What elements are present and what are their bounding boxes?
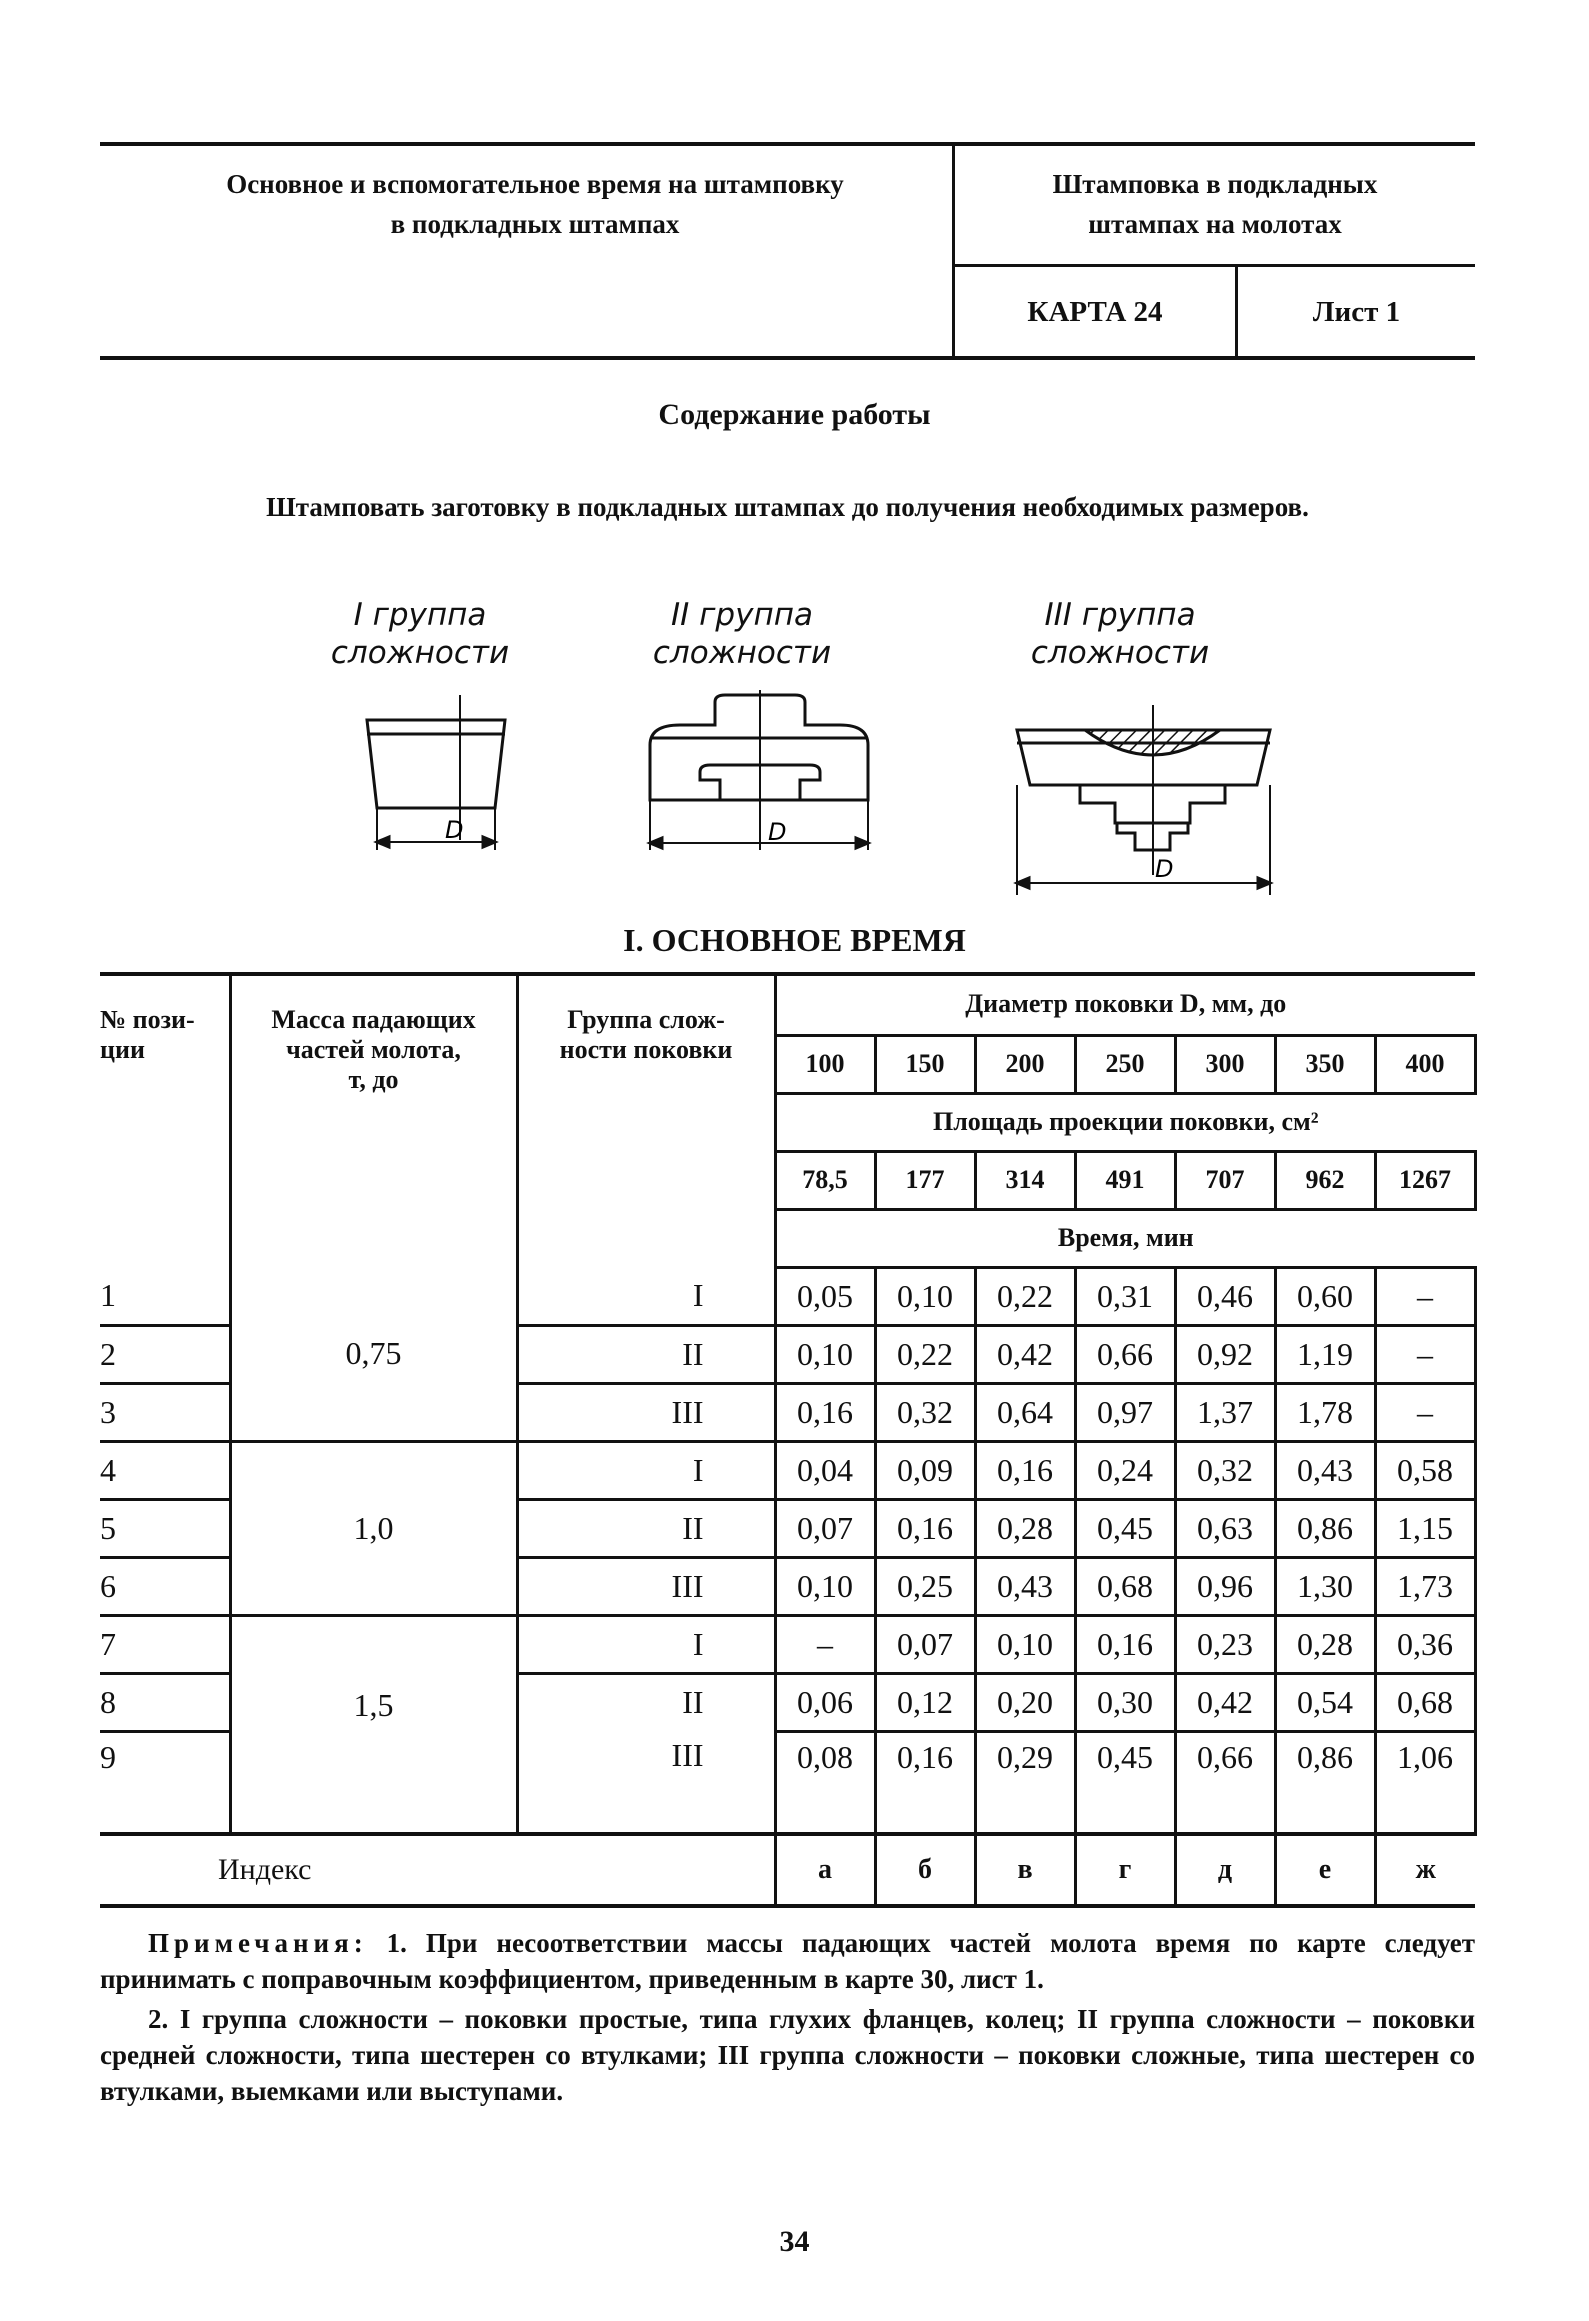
value-cell: 0,16 [975,1441,1075,1499]
work-text: Штамповать заготовку в подкладных штампах до получения необходимых размеров. [266,492,1309,522]
diameter-header: Диаметр поковки D, мм, до [775,975,1475,1035]
position-cell: 5 [100,1499,230,1557]
figure-group-3 [1005,705,1285,900]
value-cell: 0,31 [1075,1267,1175,1325]
value-cell: 0,96 [1175,1557,1275,1615]
position-cell: 9 [100,1731,230,1794]
header-right-hline [952,264,1475,267]
note-1 [100,1925,1475,1997]
value-cell: 0,16 [775,1383,875,1441]
value-cell: 1,06 [1375,1731,1475,1794]
value-cell: 0,32 [875,1383,975,1441]
value-cell: 1,15 [1375,1499,1475,1557]
group-cell: II [517,1673,775,1731]
table-row [100,1615,1475,1673]
value-cell: 0,16 [875,1499,975,1557]
figure-3-caption [1010,596,1230,672]
value-cell: 0,09 [875,1441,975,1499]
diameter-cell: 200 [975,1035,1075,1093]
value-cell: 0,20 [975,1673,1075,1731]
figure-2-caption-line2: сложности [652,635,832,671]
diameter-cell: 150 [875,1035,975,1093]
index-cell: ж [1415,1853,1436,1885]
value-cell: 1,78 [1275,1383,1375,1441]
value-cell: 0,12 [875,1673,975,1731]
value-cell: 0,22 [975,1267,1075,1325]
value-cell: 0,97 [1075,1383,1175,1441]
value-cell: 0,05 [775,1267,875,1325]
value-cell: 0,86 [1275,1731,1375,1794]
notes [100,1925,1475,2109]
figure-3-dim-label: D [1155,855,1174,883]
header-left-title [120,164,950,244]
section-title: I. ОСНОВНОЕ ВРЕМЯ [623,922,966,958]
value-cell: 0,43 [1275,1441,1375,1499]
area-cell: 1267 [1375,1151,1475,1209]
value-cell: 0,42 [975,1325,1075,1383]
card-number: КАРТА 24 [1027,296,1163,328]
value-cell: 0,16 [875,1731,975,1794]
value-cell: 0,22 [875,1325,975,1383]
figure-group-1 [355,690,515,870]
header-block [100,142,1475,360]
mass-cell: 1,0 [230,1441,517,1615]
notes-lead: Примечания: [148,1928,368,1958]
group-cell: I [517,1267,775,1325]
area-cell: 78,5 [775,1151,875,1209]
value-cell: 0,10 [875,1267,975,1325]
figure-1-dim-label: D [445,816,464,844]
area-cell: 314 [975,1151,1075,1209]
index-cell: а [775,1834,875,1906]
area-cell: 491 [1075,1151,1175,1209]
value-cell: 0,24 [1075,1441,1175,1499]
figure-3-caption-line1: III группа [1044,597,1196,633]
area-cell: 707 [1175,1151,1275,1209]
value-cell: 0,46 [1175,1267,1275,1325]
value-cell: 1,19 [1275,1325,1375,1383]
position-cell: 7 [100,1615,230,1673]
value-cell: – [775,1615,875,1673]
value-cell: 0,30 [1075,1673,1175,1731]
col-header-mass: Масса падающих частей молота, т, до [230,975,517,1267]
group-cell: II [517,1325,775,1383]
index-cell: е [1275,1834,1375,1906]
group-cell: III [517,1557,775,1615]
figure-2-caption-line1: II группа [671,597,813,633]
value-cell: 0,66 [1175,1731,1275,1794]
position-cell: 4 [100,1441,230,1499]
value-cell: 0,92 [1175,1325,1275,1383]
table-spacer-row [100,1794,1475,1834]
table-row [100,1267,1475,1325]
value-cell: 0,16 [1075,1615,1175,1673]
group-cell: I [517,1441,775,1499]
header-right-line1: Штамповка в подкладных [1052,169,1378,199]
work-title: Содержание работы [658,398,931,431]
value-cell: 0,29 [975,1731,1075,1794]
note-1-text: 1. При несоответствии массы падающих частей молота время по карте следует принимать с поправочным коэффициентом, приведенным в карте 30, лист 1. [100,1928,1475,1994]
position-cell: 8 [100,1673,230,1731]
value-cell: 1,37 [1175,1383,1275,1441]
figure-group-2 [640,690,890,870]
index-row [100,1834,1475,1906]
area-cell: 962 [1275,1151,1375,1209]
area-cell: 177 [875,1151,975,1209]
value-cell: 0,32 [1175,1441,1275,1499]
sheet-number: Лист 1 [1312,296,1401,328]
position-cell: 2 [100,1325,230,1383]
value-cell: 0,42 [1175,1673,1275,1731]
header-left-line2: в подкладных штампах [390,209,680,239]
area-header: Площадь проекции поковки, см² [775,1093,1475,1151]
value-cell: 0,66 [1075,1325,1175,1383]
index-cell: б [875,1834,975,1906]
index-cell: в [975,1834,1075,1906]
value-cell: 0,25 [875,1557,975,1615]
figure-1-caption-line1: I группа [353,597,487,633]
figure-3-caption-line2: сложности [1030,635,1210,671]
mass-cell: 0,75 [230,1267,517,1441]
value-cell: 0,07 [775,1499,875,1557]
diameter-cell: 300 [1175,1035,1275,1093]
value-cell: 0,63 [1175,1499,1275,1557]
value-cell: 0,07 [875,1615,975,1673]
header-right-line2: штампах на молотах [1088,209,1342,239]
value-cell: – [1375,1267,1475,1325]
value-cell: 0,10 [975,1615,1075,1673]
index-cell: д [1175,1834,1275,1906]
value-cell: 0,28 [1275,1615,1375,1673]
header-left-line1: Основное и вспомогательное время на штамповку [226,169,844,199]
value-cell: 0,86 [1275,1499,1375,1557]
value-cell: 0,06 [775,1673,875,1731]
group-cell: II [517,1499,775,1557]
index-cell: г [1075,1834,1175,1906]
value-cell: 0,64 [975,1383,1075,1441]
value-cell: 0,58 [1375,1441,1475,1499]
figure-1-caption [320,596,520,672]
index-label: Индекс [100,1834,775,1906]
note-2: 2. I группа сложности – поковки простые, типа глухих фланцев, колец; II группа сложности – поковки средней сложности, типа шестерен со втулками; III группа сложности – поковки сложные, типа шестерен со втулками, выемками или выступами. [100,2004,1475,2106]
value-cell: 0,04 [775,1441,875,1499]
page-number: 34 [779,2225,810,2258]
value-cell: 0,28 [975,1499,1075,1557]
group-cell: III [517,1383,775,1441]
figure-1-caption-line2: сложности [330,635,510,671]
group-cell: I [517,1615,775,1673]
value-cell: 0,68 [1075,1557,1175,1615]
time-header: Время, мин [775,1209,1475,1267]
table-row [100,1441,1475,1499]
value-cell: 0,10 [775,1325,875,1383]
value-cell: 0,54 [1275,1673,1375,1731]
value-cell: 1,30 [1275,1557,1375,1615]
group-cell: III [517,1731,775,1794]
col-header-group: Группа слож- ности поковки [517,975,775,1267]
value-cell: 0,23 [1175,1615,1275,1673]
value-cell: 0,60 [1275,1267,1375,1325]
main-table [100,975,1477,1908]
figure-2-caption [632,596,852,672]
figure-2-dim-label: D [768,818,787,846]
diameter-cell: 400 [1375,1035,1475,1093]
value-cell: 0,08 [775,1731,875,1794]
diameter-cell: 250 [1075,1035,1175,1093]
position-cell: 1 [100,1267,230,1325]
col-header-position: № пози- ции [100,975,230,1267]
diameter-cell: 100 [775,1035,875,1093]
value-cell: 0,43 [975,1557,1075,1615]
position-cell: 6 [100,1557,230,1615]
value-cell: 0,36 [1375,1615,1475,1673]
value-cell: 1,73 [1375,1557,1475,1615]
header-right-title [955,164,1475,244]
position-cell: 3 [100,1383,230,1441]
value-cell: 0,68 [1375,1673,1475,1731]
value-cell: – [1375,1383,1475,1441]
value-cell: – [1375,1325,1475,1383]
value-cell: 0,10 [775,1557,875,1615]
header-bottom-rule [100,356,1475,360]
value-cell: 0,45 [1075,1499,1175,1557]
value-cell: 0,45 [1075,1731,1175,1794]
header-top-rule [100,142,1475,146]
diameter-cell: 350 [1275,1035,1375,1093]
mass-cell: 1,5 [230,1615,517,1794]
